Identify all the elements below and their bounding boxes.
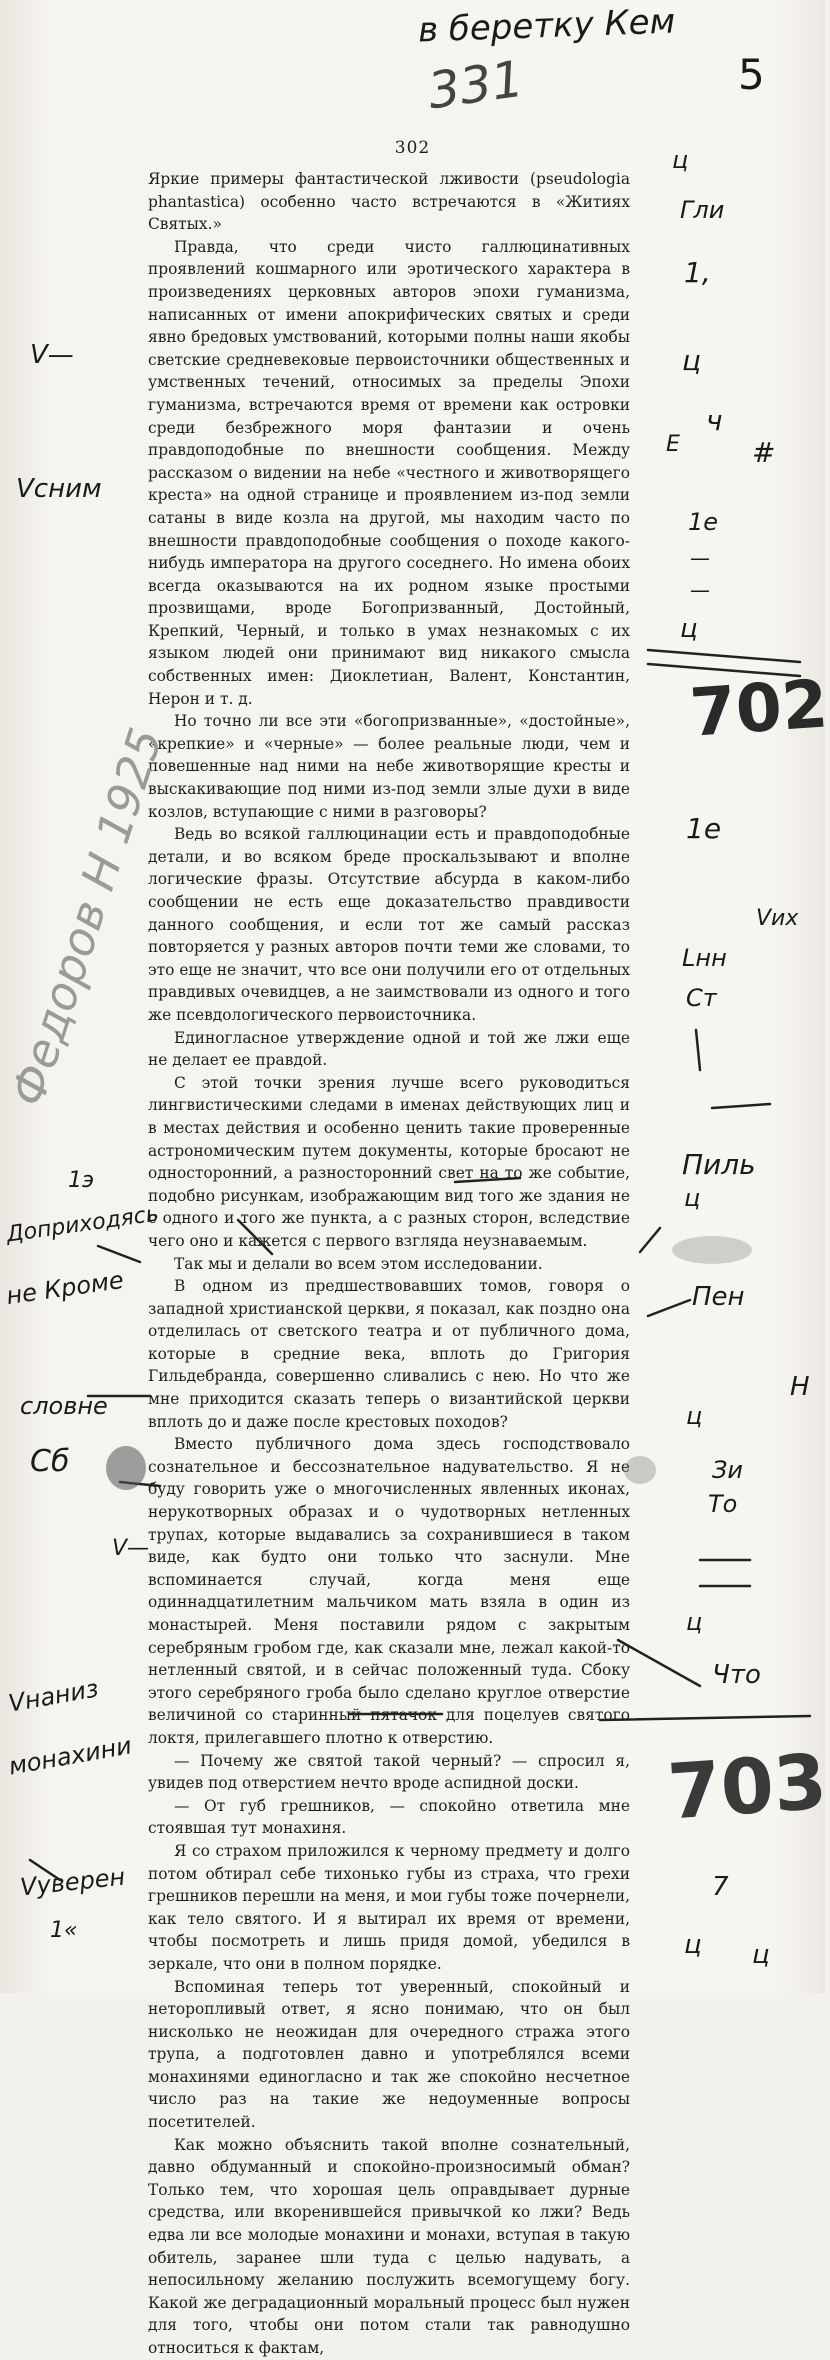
stamp-number-top: 331 xyxy=(424,49,528,121)
margin-note-left: монахини xyxy=(6,1731,134,1781)
margin-note-right: ц xyxy=(686,1608,703,1636)
margin-note-right: Гли xyxy=(680,196,725,224)
body-text xyxy=(148,168,630,2360)
handwritten-top-note: в беретку Кем xyxy=(417,1,676,51)
margin-note-right: ц xyxy=(686,1402,703,1430)
margin-note-left: словне xyxy=(20,1392,108,1420)
paragraph: Яркие примеры фантастической лживости (pseudologia phantastica) особенно часто встречаются в «Житиях Святых.» xyxy=(148,170,630,234)
stamp-number-low: 703 xyxy=(665,1736,830,1837)
paragraph: — От губ грешников, — спокойно ответила мне стоявшая тут монахиня. xyxy=(148,1796,630,1838)
ink-blot xyxy=(672,1236,752,1264)
paragraph: Как можно объяснить такой вполне сознательный, давно обдуманный и спокойно-произносимый обман? Только тем, что хорошая цель оправдывает дурные средства, или вкоренившейся привычкой ко лжи? Ведь едва ли все молодые монахини и монахи, вступая в такую обитель, заранее шли туда с целью надувать, а непосильному желанию послужить всемогущему богу. Какой же деградационный моральный процесс был нужен для того, чтобы они потом стали так равнодушно относиться к фактам, xyxy=(148,2135,630,2357)
paragraph: Я со страхом приложился к черному предмету и долго потом обтирал себе тихонько губы из страха, что грехи грешников перешли на меня, и мои губы тоже почернели, как тело святого. И я вытирал их время от времени, чтобы посмотреть и лишь придя домой, убедился в зеркале, что они в полном порядке. xyxy=(148,1841,630,1973)
vertical-signature: Федоров Н 1925 xyxy=(0,721,174,1113)
margin-note-left: Vсним xyxy=(16,474,102,504)
margin-note-right: 1, xyxy=(684,256,711,289)
margin-note-right: — xyxy=(690,578,710,602)
margin-note-right: Vих xyxy=(756,906,799,931)
margin-note-right: ц xyxy=(752,1940,770,1970)
margin-note-right: ц xyxy=(672,146,689,174)
paragraph: В одном из предшествовавших томов, говоря о западной христианской церкви, я показал, как поздно она отделилась от светского театра и от публичного дома, которые в средние века, вплоть до Григория Гильдебранда, совершенно сливались с нею. Но что же мне приходится сказать теперь о византийской церкви вплоть до и даже после крестовых походов? xyxy=(148,1277,630,1431)
page-corner-number: 5 xyxy=(738,50,765,99)
paragraph: Вместо публичного дома здесь господствовало сознательное и бессознательное надувательство. Я не буду говорить уже о многочисленных явленных иконах, нерукотворных образах и о чудотворных нетленных трупах, которые выдавались за сохранившиеся в таком виде, как будто они только что заснули. Мне вспоминается случай, когда меня еще одиннадцатилетним мальчиком мать взяла в один из монастырей. Меня поставили рядом с закрытым серебряным гробом где, как сказали мне, лежал какой-то нетленный святой, и в сейчас положенный туда. Сбоку этого серебряного гроба было сделано круглое отверстие величиной со старинный пятачок для поцелуев святого локтя, прилегавшего плотно к отверстию. xyxy=(148,1435,630,1747)
paragraph: Но точно ли все эти «богопризванные», «достойные», «крепкие» и «черные» — более реальные люди, чем и повешенные над ними на небе животворящие кресты и выскакивающие под ними из-под земли злые духи в виде козлов, вступающие с ними в разговоры? xyxy=(148,712,630,821)
margin-note-right: # xyxy=(752,436,776,469)
margin-note-right: ц xyxy=(680,614,698,644)
margin-note-right: Е xyxy=(666,432,680,457)
paragraph: С этой точки зрения лучше всего руководиться лингвистическими следами в именах действующих лиц и в местах действия и особенно ценить такие проверенные астрономическим путем документы, которые бросают не односторонний, а разносторонний свет на то же событие, подобно рисункам, изображающим вид того же здания не с одного и того же пункта, а с разных сторон, вследствие чего оно и кажется с первого взгляда неузнаваемым. xyxy=(148,1073,630,1250)
margin-note-right: ц xyxy=(684,1930,702,1960)
margin-note-right: Зи xyxy=(712,1456,743,1484)
margin-note-right: 7 xyxy=(712,1872,729,1902)
margin-note-left: Доприходясь xyxy=(5,1201,161,1248)
margin-note-left: V— xyxy=(30,340,74,370)
page-number: 302 xyxy=(394,138,431,158)
margin-note-right: ц xyxy=(682,344,702,377)
margin-note-left: 1э xyxy=(68,1168,95,1193)
margin-note-right: ц xyxy=(684,1184,701,1212)
margin-note-right: Ст xyxy=(686,984,717,1012)
margin-note-left: 1« xyxy=(50,1918,78,1943)
stamp-number-mid: 702 xyxy=(687,665,830,752)
paragraph: Так мы и делали во всем этом исследовании. xyxy=(174,1254,543,1273)
paragraph: Единогласное утверждение одной и той же лжи еще не делает ее правдой. xyxy=(148,1028,630,1070)
margin-note-left: не Кроме xyxy=(4,1265,126,1311)
margin-note-right: 1е xyxy=(686,812,722,845)
margin-note-right: То xyxy=(708,1490,738,1518)
margin-note-left: Vуверен xyxy=(18,1862,127,1902)
margin-note-right: Пен xyxy=(692,1282,745,1312)
margin-note-right: Н xyxy=(790,1372,810,1402)
ink-blot xyxy=(106,1446,146,1490)
margin-note-left: Сб xyxy=(30,1444,70,1479)
paragraph: — Почему же святой такой черный? — спросил я, увидев под отверстием нечто вроде аспидной доски. xyxy=(148,1751,630,1793)
margin-note-left: Vнаниз xyxy=(6,1674,101,1718)
paragraph: Правда, что среди чисто галлюцинативных проявлений кошмарного или эротического характера в произведениях церковных авторов эпохи гуманизма, написанных от имени апокрифических святых и среди явно бредовых умствований, которыми полны наши якобы светские средневековые первоисточники общественных и умственных течений, относимых за пределы Эпохи гуманизма, встречаются время от времени как островки среди безбрежного моря фантазии и очень правдоподобные по внешности сообщения. Между рассказом о видении на небе «честного и животворящего креста» на одной странице и проявлением из-под земли сатаны в виде козла на другой, мы находим часто по внешности правдоподобные сообщения о походе какого-нибудь императора на другого соседнего. Но имена обоих всегда оказываются на их родном языке простыми прозвищами, вроде Богопризванный, Достойный, Крепкий, Черный, и только в умах незнакомых с их языком людей они принимают вид никакого смысла собственных имен: Диоклетиан, Валент, Константин, Нерон и т. д. xyxy=(148,237,630,708)
margin-note-right: — xyxy=(690,546,710,570)
margin-note-right: Lнн xyxy=(682,944,727,972)
margin-note-right: Пиль xyxy=(682,1148,756,1181)
paragraph: Ведь во всякой галлюцинации есть и правдоподобные детали, и во всяком бреде проскальзывают и вполне логические фразы. Отсутствие абсурда в каком-либо сообщении не есть еще доказательство правдивости данного сообщения, и если тот же самый рассказ повторяется у разных авторов почти теми же словами, то это еще не значит, что все они получили его от отдельных правдивых очевидцев, а не заимствовали из одного и того же псевдологического первоисточника. xyxy=(148,825,630,1024)
margin-note-right: ч xyxy=(706,404,723,437)
margin-note-left: V— xyxy=(112,1536,150,1561)
margin-note-right: Что xyxy=(712,1660,761,1690)
paragraph: Вспоминая теперь тот уверенный, спокойный и неторопливый ответ, я ясно понимаю, что он был нисколько не неожидан для очередного стража этого трупа, а подготовлен давно и употреблялся всеми монахинями единогласно и так же спокойно несчетное число раз на такие же недоуменные вопросы посетителей. xyxy=(148,1977,630,2132)
margin-note-right: 1е xyxy=(688,508,719,536)
